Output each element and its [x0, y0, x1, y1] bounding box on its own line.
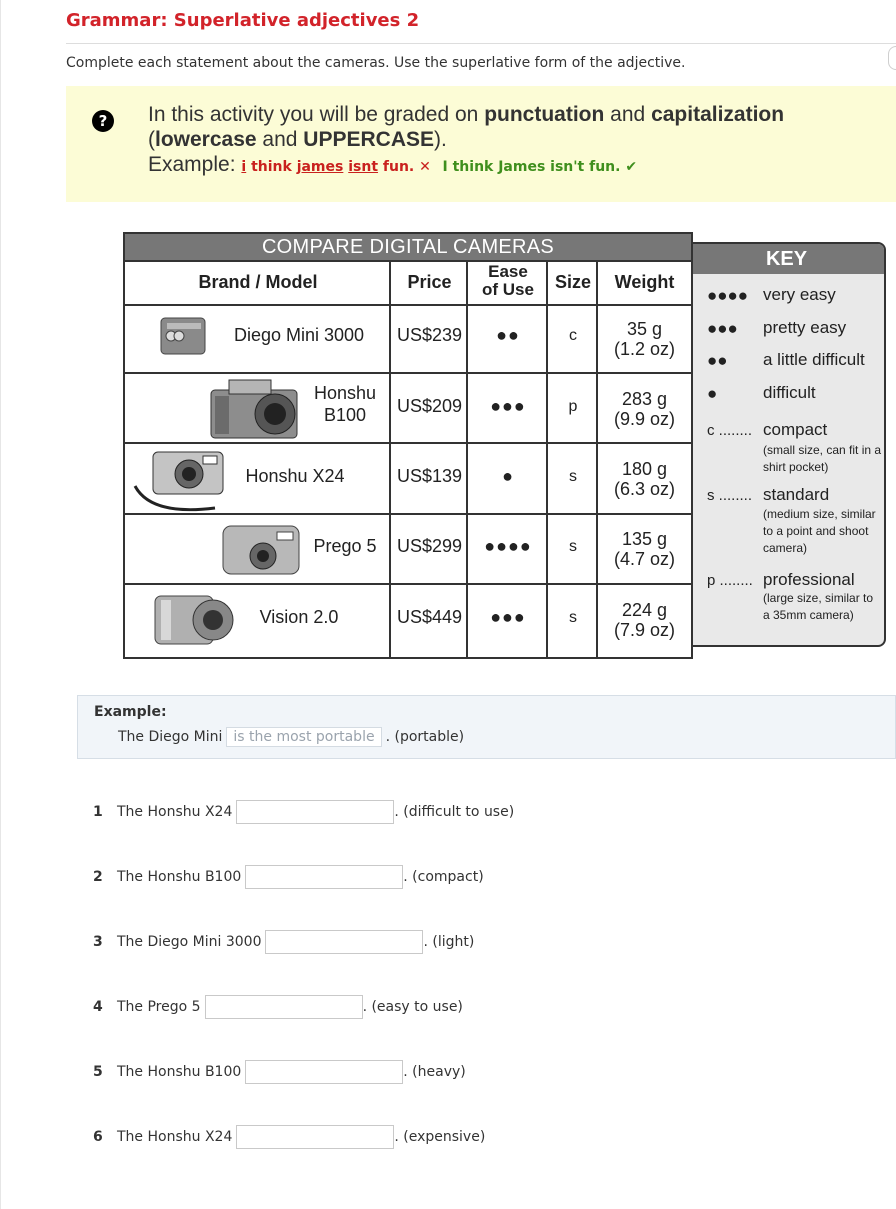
question-number: 6	[93, 1129, 103, 1145]
question-prefix: The Honshu B100	[117, 1064, 242, 1080]
key-size-desc: (small size, can fit in a shirt pocket)	[763, 443, 882, 474]
model-name: Honshu X24	[245, 466, 345, 486]
size-code: s	[569, 468, 577, 485]
correct-example: I think James isn't fun. ✔	[442, 159, 638, 175]
honshu-b100-camera-image	[205, 376, 303, 442]
model-name: Diego Mini 3000	[233, 325, 365, 345]
key-size-desc: (medium size, similar to a point and shoot camera)	[763, 507, 876, 555]
row-divider	[125, 442, 691, 444]
question-number: 2	[93, 869, 103, 885]
question-prefix: The Honshu X24	[117, 1129, 233, 1145]
page-title: Grammar: Superlative adjectives 2	[66, 10, 420, 31]
question-prefix: The Honshu X24	[117, 804, 233, 820]
price: US$299	[396, 536, 463, 556]
example-label: Example:	[94, 704, 167, 720]
question-hint: . (difficult to use)	[394, 804, 515, 820]
note-line-2: (lowercase and UPPERCASE).	[148, 128, 447, 151]
check-icon: ✔	[625, 159, 638, 175]
question-prefix: The Prego 5	[117, 999, 201, 1015]
example-answer-field: is the most portable	[226, 727, 381, 747]
key-size-label: professional	[763, 570, 855, 589]
instructions-text: Complete each statement about the cameras. Use the superlative form of the adjective.	[66, 55, 686, 71]
price: US$449	[396, 607, 463, 627]
question-hint: . (easy to use)	[362, 999, 463, 1015]
weight: 180 g (6.3 oz)	[613, 459, 676, 499]
ease-rating: ●	[502, 466, 514, 486]
key-panel	[689, 242, 886, 647]
question-4	[93, 995, 463, 1019]
question-6	[93, 1125, 485, 1149]
size-code: s	[569, 609, 577, 626]
ease-rating: ●●●	[490, 396, 526, 416]
row-divider	[125, 372, 691, 374]
header-price: Price	[407, 272, 452, 292]
header-brand: Brand / Model	[198, 272, 318, 292]
question-prefix: The Honshu B100	[117, 869, 242, 885]
size-code: s	[569, 538, 577, 555]
note-example-label: Example:	[148, 153, 236, 176]
camera-table-title: COMPARE DIGITAL CAMERAS	[125, 234, 691, 260]
question-5	[93, 1060, 466, 1084]
header-ease: Ease of Use	[482, 262, 534, 299]
key-size-symbol: p ........	[707, 572, 753, 589]
model-name: Prego 5	[313, 536, 377, 556]
question-number: 3	[93, 934, 103, 950]
model-name: Honshu B100	[313, 383, 377, 425]
key-ease-label: a little difficult	[763, 350, 865, 369]
key-ease-symbol: ●●●●	[707, 286, 749, 305]
ease-rating: ●●●●	[484, 536, 532, 556]
column-divider	[546, 262, 548, 657]
question-hint: . (light)	[423, 934, 475, 950]
diego-mini-camera-image	[159, 314, 209, 358]
camera-comparison-figure	[123, 232, 893, 657]
key-size-desc: (large size, similar to a 35mm camera)	[763, 591, 874, 622]
key-title: KEY	[689, 244, 884, 274]
honshu-x24-camera-image	[131, 446, 239, 514]
question-number: 1	[93, 804, 103, 820]
ease-rating: ●●	[496, 325, 520, 345]
vision-2-camera-image	[153, 590, 237, 650]
note-line-1: In this activity you will be graded on punctuation and capitalization	[148, 103, 785, 126]
key-ease-symbol: ●●	[707, 351, 728, 370]
question-hint: . (compact)	[403, 869, 484, 885]
answer-input-4[interactable]	[205, 995, 363, 1019]
size-code: p	[568, 398, 578, 415]
question-hint: . (heavy)	[403, 1064, 466, 1080]
key-ease-label: very easy	[763, 285, 836, 304]
size-code: c	[569, 327, 577, 344]
note-example-line	[148, 152, 878, 180]
key-ease-symbol: ●	[707, 384, 718, 403]
key-size-symbol: c ........	[707, 422, 753, 439]
answer-input-2[interactable]	[245, 865, 403, 889]
answer-input-5[interactable]	[245, 1060, 403, 1084]
question-prefix: The Diego Mini 3000	[117, 934, 262, 950]
weight: 283 g (9.9 oz)	[613, 389, 676, 429]
question-3	[93, 930, 474, 954]
note-text	[148, 102, 878, 180]
camera-table	[123, 232, 693, 659]
grading-note	[66, 86, 896, 202]
ease-rating: ●●●	[490, 607, 526, 627]
key-size-label: compact	[763, 420, 828, 439]
question-number: 5	[93, 1064, 103, 1080]
header-weight: Weight	[614, 272, 675, 292]
question-hint: . (expensive)	[394, 1129, 486, 1145]
page-left-border	[0, 0, 1, 1209]
question-1	[93, 800, 514, 824]
column-divider	[466, 262, 468, 657]
weight: 135 g (4.7 oz)	[613, 529, 676, 569]
answer-input-3[interactable]	[265, 930, 423, 954]
example-sentence: The Diego Mini is the most portable . (portable)	[118, 729, 465, 745]
key-size-symbol: s ........	[707, 487, 753, 504]
key-size-label: standard	[763, 485, 830, 504]
column-divider	[389, 262, 391, 657]
model-name: Vision 2.0	[259, 607, 339, 627]
question-number: 4	[93, 999, 103, 1015]
example-box	[77, 695, 896, 759]
prego-5-camera-image	[221, 522, 301, 578]
key-ease-symbol: ●●●	[707, 319, 738, 338]
title-divider	[66, 43, 896, 44]
incorrect-example: i think james isnt fun. ✕	[241, 159, 431, 175]
camera-table-header	[125, 260, 691, 306]
cross-icon: ✕	[419, 159, 431, 175]
price: US$209	[396, 396, 463, 416]
price: US$239	[396, 325, 463, 345]
weight: 35 g (1.2 oz)	[613, 319, 676, 359]
answer-input-6[interactable]	[236, 1125, 394, 1149]
price: US$139	[396, 466, 463, 486]
key-ease-label: difficult	[763, 383, 816, 402]
header-size: Size	[554, 272, 592, 292]
scroll-handle[interactable]	[888, 46, 896, 70]
answer-input-1[interactable]	[236, 800, 394, 824]
question-2	[93, 865, 484, 889]
key-ease-label: pretty easy	[763, 318, 847, 337]
question-circle-icon: ?	[92, 110, 114, 132]
row-divider	[125, 583, 691, 585]
weight: 224 g (7.9 oz)	[613, 600, 676, 640]
